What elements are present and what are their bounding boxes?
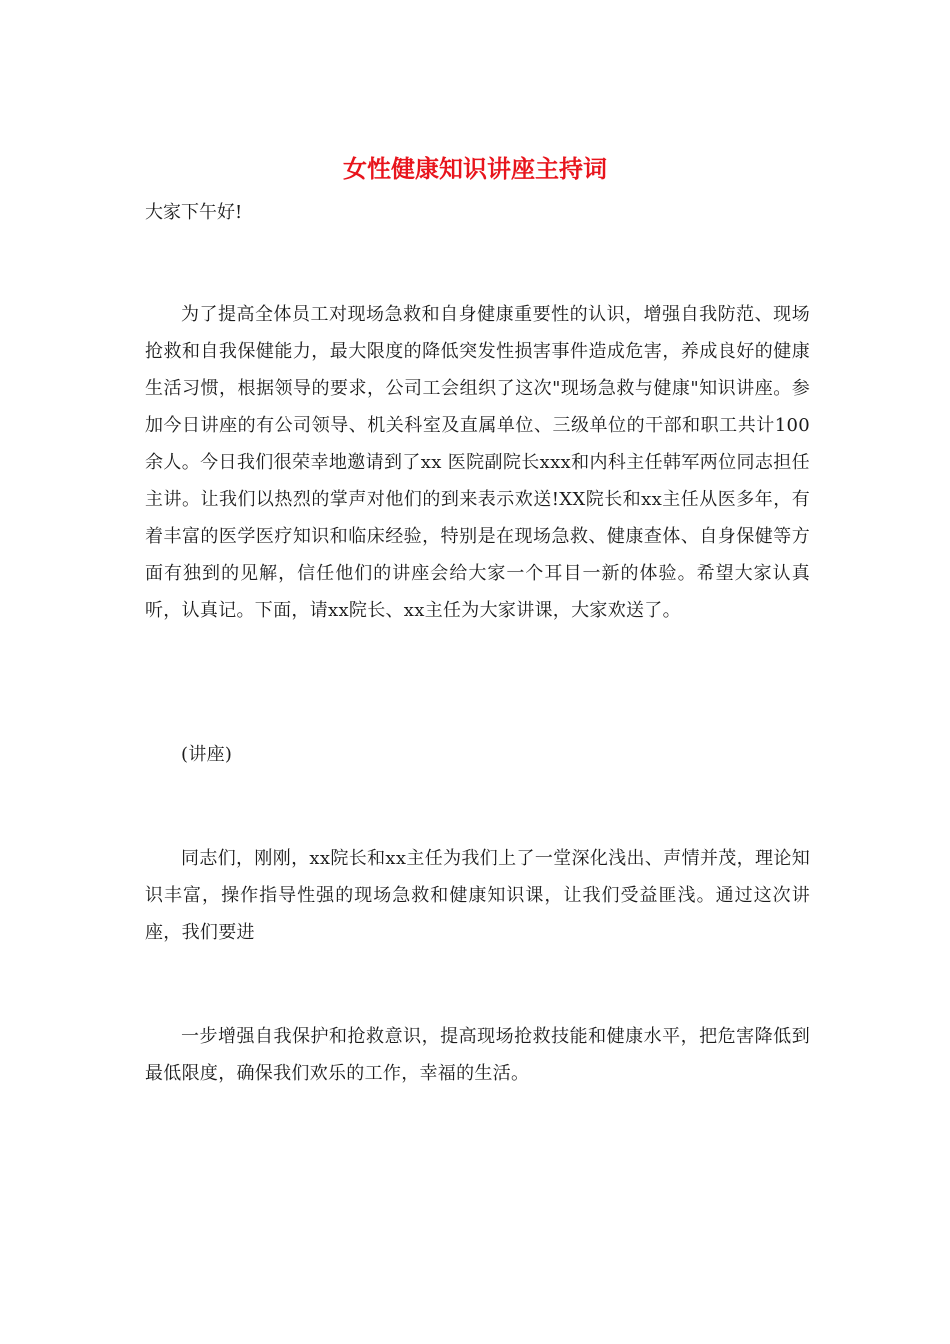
paragraph-closing-part2: 一步增强自我保护和抢救意识，提高现场抢救技能和健康水平，把危害降低到最低限度，确保我们欢乐的工作，幸福的生活。 <box>145 1026 810 1084</box>
document-title: 女性健康知识讲座主持词 <box>343 155 607 183</box>
paragraph-closing-part1: 同志们，刚刚，xx院长和xx主任为我们上了一堂深化浅出、声情并茂，理论知识丰富，操作指导性强的现场急救和健康知识课，让我们受益匪浅。通过这次讲座，我们要进 <box>145 848 810 943</box>
paragraph-lecture-marker: (讲座) <box>181 744 233 765</box>
paragraph-intro: 为了提高全体员工对现场急救和自身健康重要性的认识，增强自我防范、现场抢救和自我保健能力，最大限度的降低突发性损害事件造成危害，养成良好的健康生活习惯，根据领导的要求，公司工会组织了这次"现场急救与健康"知识讲座。参加今日讲座的有公司领导、机关科室及直属单位、三级单位的干部和职工共计100余人。今日我们很荣幸地邀请到了xx 医院副院长xxx和内科主任韩军两位同志担任主讲。让我们以热烈的掌声对他们的到来表示欢送!XX院长和xx主任从医多年，有着丰富的医学医疗知识和临床经验，特别是在现场急救、健康查体、自身保健等方面有独到的见解，信任他们的讲座会给大家一个耳目一新的体验。希望大家认真听，认真记。下面，请xx院长、xx主任为大家讲课，大家欢送了。 <box>145 304 810 621</box>
greeting-text: 大家下午好! <box>145 202 243 223</box>
